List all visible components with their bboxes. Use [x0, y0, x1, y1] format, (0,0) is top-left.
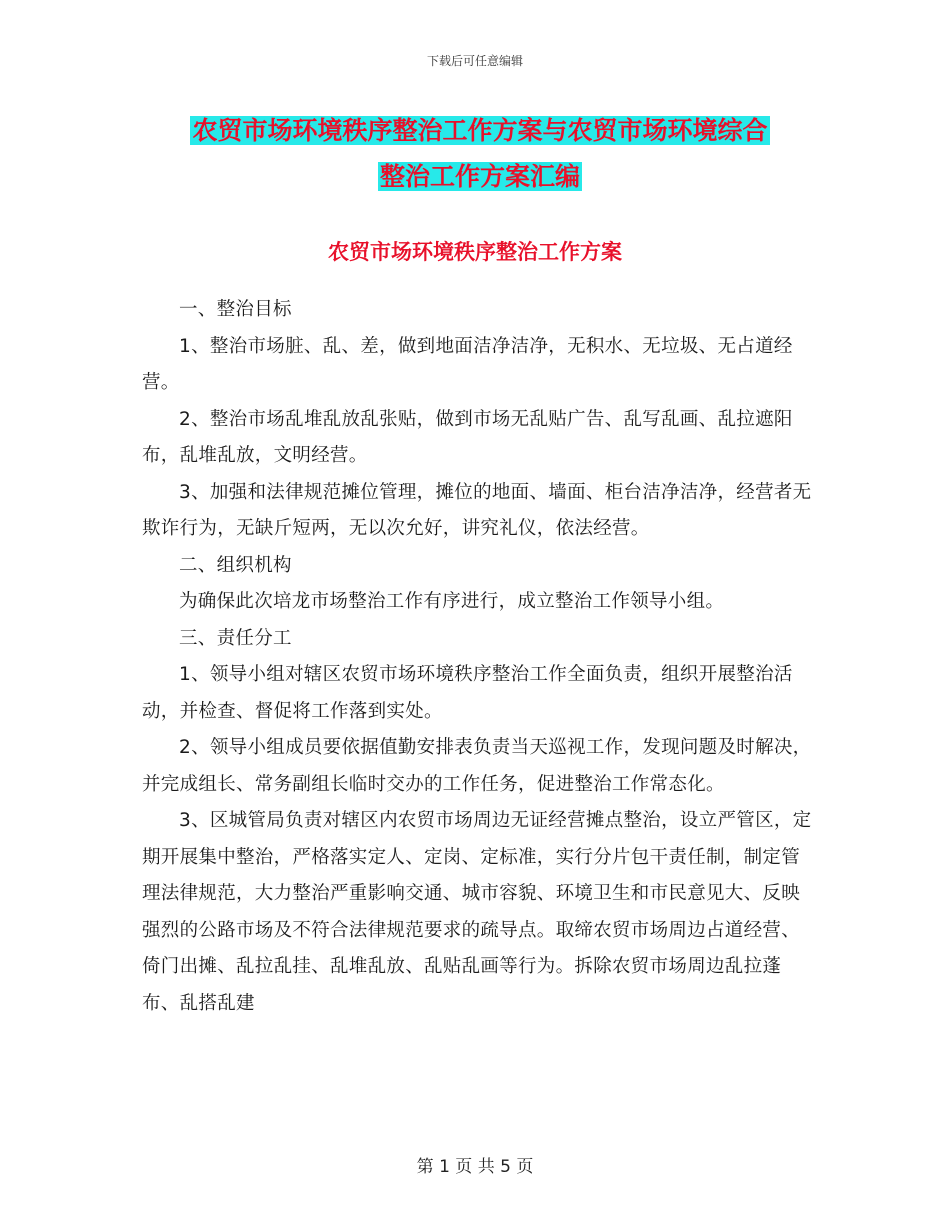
paragraph: 二、组织机构 [179, 554, 292, 576]
paragraph: 一、整治目标 [179, 299, 292, 320]
paragraph: 3、加强和法律规范摊位管理，摊位的地面、墙面、柜台洁净洁净，经营者无欺诈行为，无缺斤短两，无以次允好，讲究礼仪，依法经营。 [142, 481, 812, 539]
title-line-1: 农贸市场环境秩序整治工作方案与农贸市场环境综合 [192, 116, 768, 145]
title-line-2: 整治工作方案汇编 [379, 162, 580, 191]
paragraph: 2、领导小组成员要依据值勤安排表负责当天巡视工作，发现问题及时解决，并完成组长、常务副组长临时交办的工作任务，促进整治工作常态化。 [142, 737, 812, 795]
paragraph: 为确保此次培龙市场整治工作有序进行，成立整治工作领导小组。 [179, 591, 725, 612]
paragraph: 1、整治市场脏、乱、差，做到地面洁净洁净，无积水、无垃圾、无占道经营。 [142, 335, 793, 393]
paragraph: 三、责任分工 [179, 627, 292, 649]
paragraph: 1、领导小组对辖区农贸市场环境秩序整治工作全面负责，组织开展整治活动，并检查、督促将工作落到实处。 [142, 664, 793, 722]
document-title [140, 108, 820, 200]
page-number: 第 1 页 共 5 页 [416, 1157, 534, 1177]
header-note: 下载后可任意编辑 [426, 54, 523, 68]
section-title: 农贸市场环境秩序整治工作方案 [328, 240, 622, 264]
document-body [142, 292, 814, 1022]
paragraph: 2、整治市场乱堆乱放乱张贴，做到市场无乱贴广告、乱写乱画、乱拉遮阳布，乱堆乱放，文明经营。 [142, 408, 793, 466]
paragraph: 3、区城管局负责对辖区内农贸市场周边无证经营摊点整治，设立严管区，定期开展集中整治，严格落实定人、定岗、定标准，实行分片包干责任制，制定管理法律规范，大力整治严重影响交通、城市容貌、环境卫生和市民意见大、反映强烈的公路市场及不符合法律规范要求的疏导点。取缔农贸市场周边占道经营、倚门出摊、乱拉乱挂、乱堆乱放、乱贴乱画等行为。拆除农贸市场周边乱拉蓬布、乱搭乱建 [142, 810, 812, 1014]
